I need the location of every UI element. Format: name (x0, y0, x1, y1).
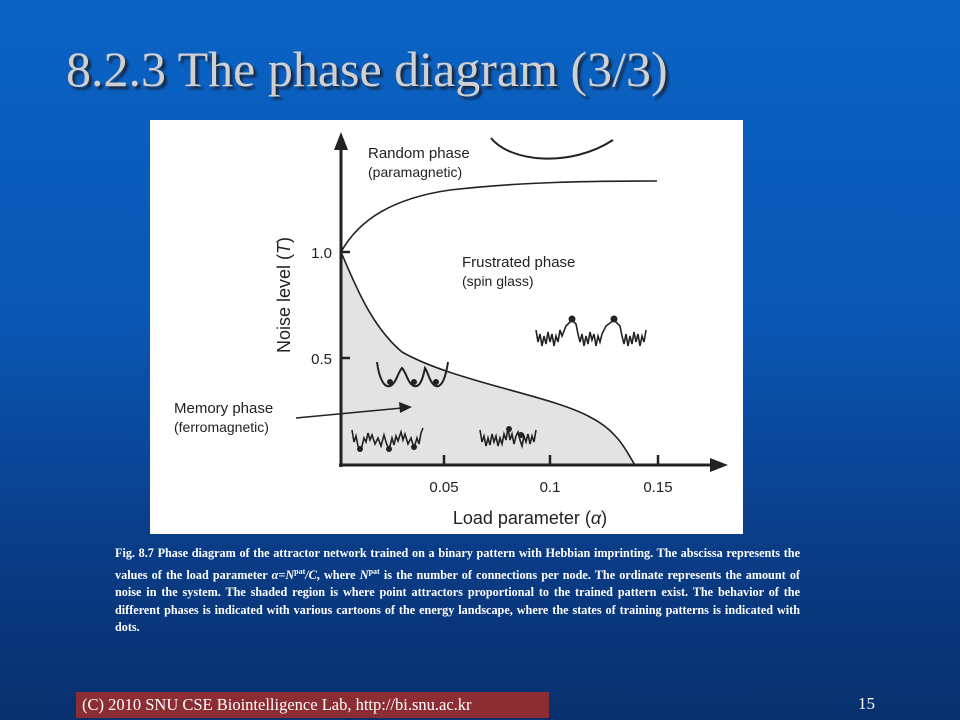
random-phase-sublabel: (paramagnetic) (368, 164, 463, 180)
x-axis-label: Load parameter (α) (452, 508, 608, 528)
caption-text-part3: is the number of connections per node. The ordinate represents the amount of noise in the system. The shaded region is where point attractors proportional to the trained pattern exist. The behavior of the different phases is indicated with various cartoons of the energy landscape, where the states of training patterns is indicated with dots. (115, 567, 800, 635)
memory-well-dot (411, 379, 417, 385)
boundary-well-dot (506, 426, 512, 432)
random-phase-energy-cartoon (491, 138, 613, 159)
random-phase-label: Random phase (368, 145, 470, 162)
caption-text-part1: Fig. 8.7 Phase diagram of the attractor network trained on a binary pattern with Hebbian imprinting. The abscissa represents the values of the load parameter (115, 546, 800, 582)
x-tick-label-005: 0.05 (429, 479, 459, 496)
memory-well-dot (411, 444, 417, 450)
caption-alpha-eq: α=N (271, 567, 295, 582)
y-axis-label: Noise level (T) (274, 236, 294, 354)
random-frustrated-boundary-curve (341, 181, 657, 252)
frustrated-phase-label: Frustrated phase (462, 254, 576, 271)
y-tick-label-1: 1.0 (311, 245, 332, 262)
memory-phase-sublabel: (ferromagnetic) (174, 419, 269, 435)
y-tick-label-05: 0.5 (311, 351, 332, 368)
caption-sup2: pat (368, 566, 380, 576)
caption-text-part2: , where (316, 567, 360, 582)
phase-diagram-figure (150, 120, 743, 534)
x-axis-arrow (710, 458, 728, 472)
memory-well-dot (387, 379, 393, 385)
frustrated-dot (569, 316, 576, 323)
frustrated-dot (611, 316, 618, 323)
x-tick-label-015: 0.15 (643, 479, 673, 496)
slide-title: 8.2.3 The phase diagram (3/3) (66, 41, 668, 97)
caption-sup1: pat (294, 566, 306, 576)
page-number: 15 (858, 694, 875, 713)
memory-phase-label: Memory phase (174, 400, 274, 417)
frustrated-phase-energy-cartoon (536, 320, 646, 346)
figure-caption (115, 545, 800, 637)
caption-slash-c: /C (305, 567, 317, 582)
memory-well-dot (433, 379, 439, 385)
caption-n-symbol: N (359, 567, 369, 582)
frustrated-phase-sublabel: (spin glass) (462, 273, 534, 289)
boundary-well-dot (518, 432, 524, 438)
phase-diagram-svg (150, 120, 743, 534)
memory-well-dot (386, 446, 392, 452)
x-tick-label-01: 0.1 (539, 479, 561, 496)
memory-well-dot (357, 446, 363, 452)
y-axis-arrow (334, 132, 348, 150)
footer-copyright: (C) 2010 SNU CSE Biointelligence Lab, http://bi.snu.ac.kr (76, 692, 549, 718)
